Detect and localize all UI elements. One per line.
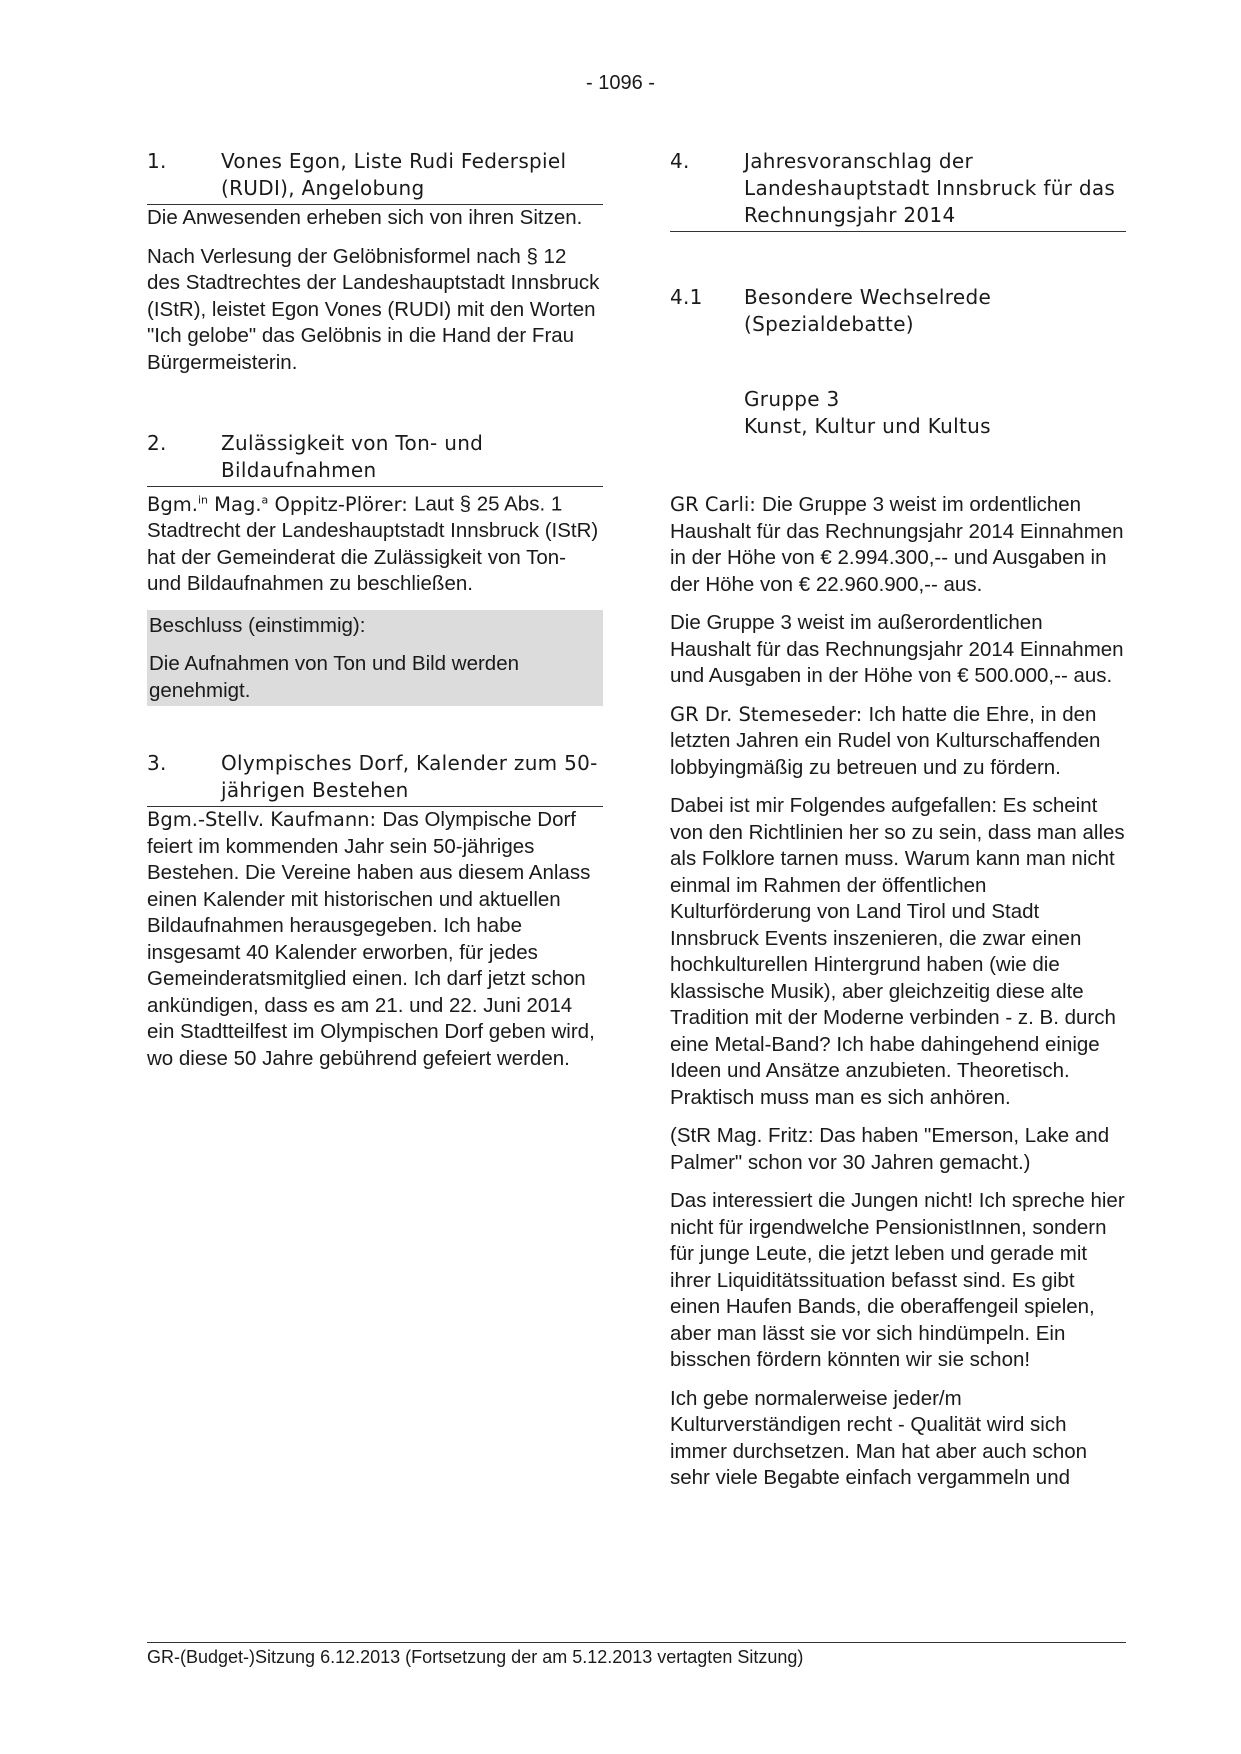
speaker: GR Carli: xyxy=(670,493,763,516)
section-number: 4.1 xyxy=(670,285,703,309)
paragraph: Die Gruppe 3 weist im außerordentlichen Haushalt für das Rechnungsjahr 2014 Einnahmen und Ausgaben in der Höhe von € 500.000,-- aus. xyxy=(670,611,1124,687)
section-number: 3. xyxy=(147,751,167,775)
section-number: 1. xyxy=(147,149,167,173)
section-2-heading xyxy=(147,430,603,487)
section-title: Olympisches Dorf, Kalender zum 50-jährigen Bestehen xyxy=(221,751,598,802)
section-title: Jahresvoranschlag der Landeshauptstadt Innsbruck für das Rechnungsjahr 2014 xyxy=(744,149,1116,227)
paragraph: GR Dr. Stemeseder: Ich hatte die Ehre, in den letzten Jahren ein Rudel von Kulturschaffenden lobbyingmäßig zu betreuen und zu fördern. xyxy=(670,702,1101,779)
speaker: Bgm.$^{in}$ Mag.$^a$ Oppitz-Plörer: xyxy=(147,492,415,516)
section-3-heading xyxy=(147,750,603,807)
group-heading xyxy=(670,386,1126,440)
section-4-heading xyxy=(670,148,1126,232)
paragraph: Das interessiert die Jungen nicht! Ich spreche hier nicht für irgendwelche PensionistInnen, sondern für junge Leute, die jetzt leben und gerade mit ihrer Liquiditätssituation befasst sind. Es gibt einen Haufen Bands, die oberaffengeil spielen, aber man lässt sie vor sich hindümpeln. Ein bisschen fördern könnten wir sie schon! xyxy=(670,1189,1125,1371)
group-title: Kunst, Kultur und Kultus xyxy=(744,414,991,438)
decision-label: Beschluss (einstimmig): xyxy=(149,613,366,637)
section-title: Zulässigkeit von Ton- und Bildaufnahmen xyxy=(221,431,484,482)
speaker: GR Dr. Stemeseder: xyxy=(670,702,869,726)
section-number: 4. xyxy=(670,149,690,173)
page-number: - 1096 - xyxy=(586,72,655,94)
paragraph: Die Anwesenden erheben sich von ihren Sitzen. xyxy=(147,206,583,229)
paragraph: Ich gebe normalerweise jeder/m Kulturverständigen recht - Qualität wird sich immer durchsetzen. Man hat aber auch schon sehr viele Begabte einfach vergammeln und xyxy=(670,1386,1088,1489)
interjection: (StR Mag. Fritz: Das haben "Emerson, Lake and Palmer" schon vor 30 Jahren gemacht.) xyxy=(670,1124,1110,1174)
page-footer: GR-(Budget-)Sitzung 6.12.2013 (Fortsetzung der am 5.12.2013 vertagten Sitzung) xyxy=(147,1642,1126,1668)
speaker: Bgm.-Stellv. Kaufmann: xyxy=(147,808,383,831)
section-1-heading xyxy=(147,148,603,205)
group-number: Gruppe 3 xyxy=(744,387,840,411)
left-column xyxy=(147,148,603,1084)
paragraph: Nach Verlesung der Gelöbnisformel nach § 12 des Stadtrechtes der Landeshauptstadt Innsbruck (IStR), leistet Egon Vones (RUDI) mit den Worten "Ich gelobe" das Gelöbnis in die Hand der Frau Bürgermeisterin. xyxy=(147,244,600,374)
right-column xyxy=(670,148,1126,1504)
section-number: 2. xyxy=(147,431,167,455)
paragraph: Dabei ist mir Folgendes aufgefallen: Es scheint von den Richtlinien her so zu sein, dass man alles als Folklore tarnen muss. Warum kann man nicht einmal im Rahmen der öffentlichen Kulturförderung von Land Tirol und Stadt Innsbruck Events inszenieren, die zwar einen hochkulturellen Hintergrund haben (wie die klassische Musik), aber gleichzeitig diese alte Tradition mit der Moderne verbinden - z. B. durch eine Metal-Band? Ich habe dahingehend einige Ideen und Ansätze anzubieten. Theoretisch. Praktisch muss man es sich anhören. xyxy=(670,794,1125,1109)
paragraph: Bgm.$^{in}$ Mag.$^a$ Oppitz-Plörer: Laut § 25 Abs. 1 Stadtrecht der Landeshauptstadt Innsbruck (IStR) hat der Gemeinderat die Zulässigkeit von Ton- und Bildaufnahmen zu beschließen. xyxy=(147,492,599,595)
section-title: Besondere Wechselrede (Spezialdebatte) xyxy=(744,285,992,336)
section-title: Vones Egon, Liste Rudi Federspiel (RUDI), Angelobung xyxy=(221,149,567,200)
decision-text: Die Aufnahmen von Ton und Bild werden genehmigt. xyxy=(149,652,520,702)
section-4-1-heading xyxy=(670,284,1126,340)
paragraph: Bgm.-Stellv. Kaufmann: Das Olympische Dorf feiert im kommenden Jahr sein 50-jähriges Bestehen. Die Vereine haben aus diesem Anlass einen Kalender mit historischen und aktuellen Bildaufnahmen herausgegeben. Ich habe insgesamt 40 Kalender erworben, für jedes Gemeinderatsmitglied einen. Ich darf jetzt schon ankündigen, dass es am 21. und 22. Juni 2014 ein Stadtteilfest im Olympischen Dorf geben wird, wo diese 50 Jahre gebührend gefeiert werden. xyxy=(147,808,595,1070)
paragraph: GR Carli: Die Gruppe 3 weist im ordentlichen Haushalt für das Rechnungsjahr 2014 Einnahmen in der Höhe von € 2.994.300,-- und Ausgaben in der Höhe von € 22.960.900,-- aus. xyxy=(670,493,1124,596)
decision-box xyxy=(147,610,603,707)
